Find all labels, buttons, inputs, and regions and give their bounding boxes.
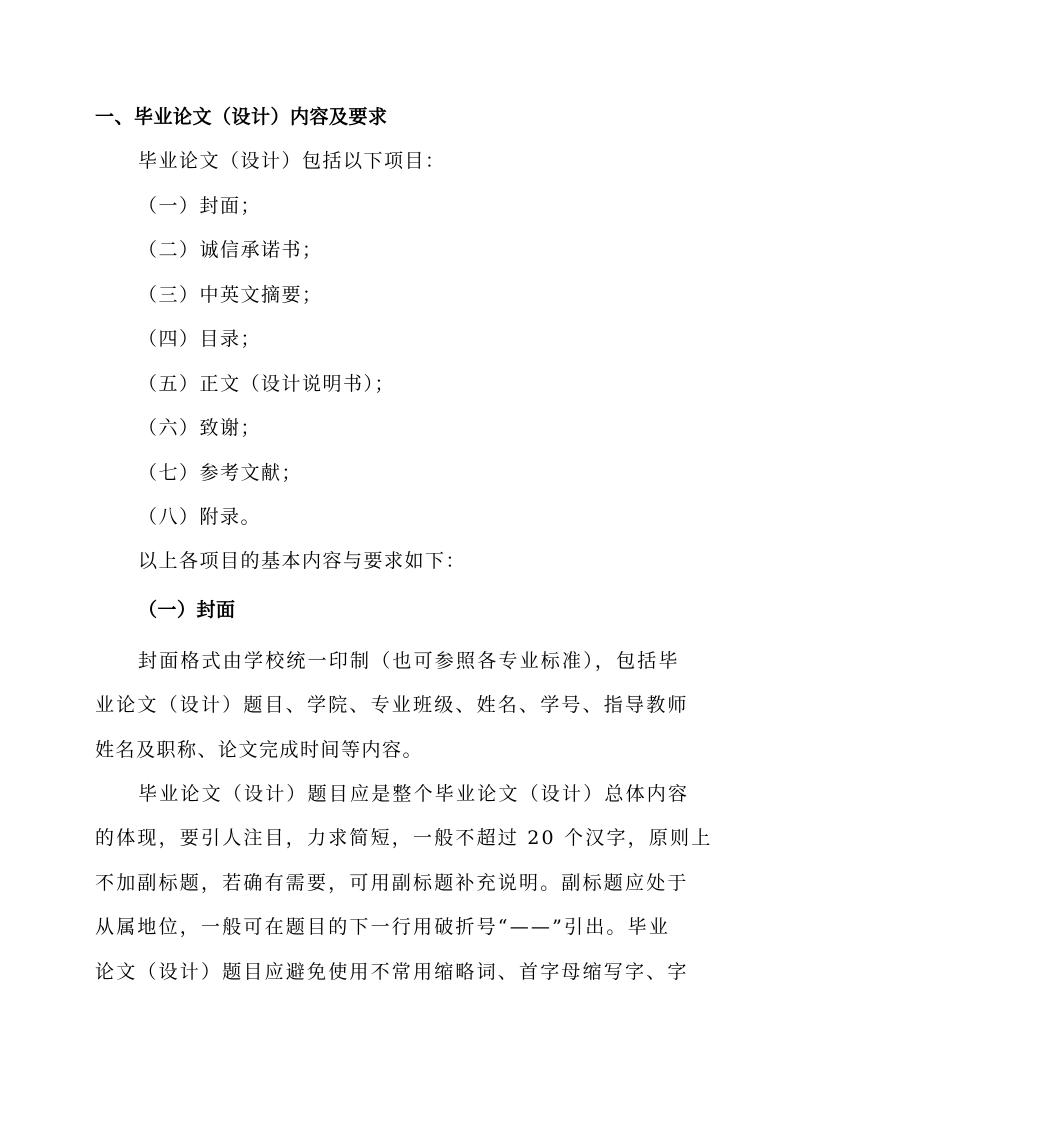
- list-item: （四）目录；: [138, 328, 262, 350]
- paragraph-line: 从属地位，一般可在题目的下一行用破折号“——”引出。毕业: [95, 916, 671, 938]
- paragraph-line: 毕业论文（设计）题目应是整个毕业论文（设计）总体内容: [138, 783, 690, 805]
- subheading-cover: （一）封面: [138, 599, 236, 621]
- paragraph-line: 封面格式由学校统一印制（也可参照各专业标准），包括毕: [138, 650, 680, 672]
- intro-text: 毕业论文（设计）包括以下项目：: [138, 150, 446, 172]
- paragraph-line: 的体现，要引人注目，力求简短，一般不超过 20 个汉字，原则上: [95, 827, 713, 849]
- list-item: （七）参考文献；: [138, 462, 303, 484]
- list-item: （六）致谢；: [138, 417, 262, 439]
- list-item: （五）正文（设计说明书）；: [138, 373, 396, 395]
- list-item: （二）诚信承诺书；: [138, 239, 323, 261]
- list-item: （一）封面；: [138, 195, 262, 217]
- paragraph-line: 业论文（设计）题目、学院、专业班级、姓名、学号、指导教师: [95, 694, 689, 716]
- list-item: （八）附录。: [138, 506, 262, 528]
- requirements-intro: 以上各项目的基本内容与要求如下：: [138, 550, 467, 572]
- list-item: （三）中英文摘要；: [138, 284, 323, 306]
- paragraph-line: 姓名及职称、论文完成时间等内容。: [95, 739, 424, 761]
- paragraph-line: 不加副标题，若确有需要，可用副标题补充说明。副标题应处于: [95, 872, 689, 894]
- paragraph-line: 论文（设计）题目应避免使用不常用缩略词、首字母缩写字、字: [95, 961, 689, 983]
- section-heading: 一、毕业论文（设计）内容及要求: [95, 106, 388, 128]
